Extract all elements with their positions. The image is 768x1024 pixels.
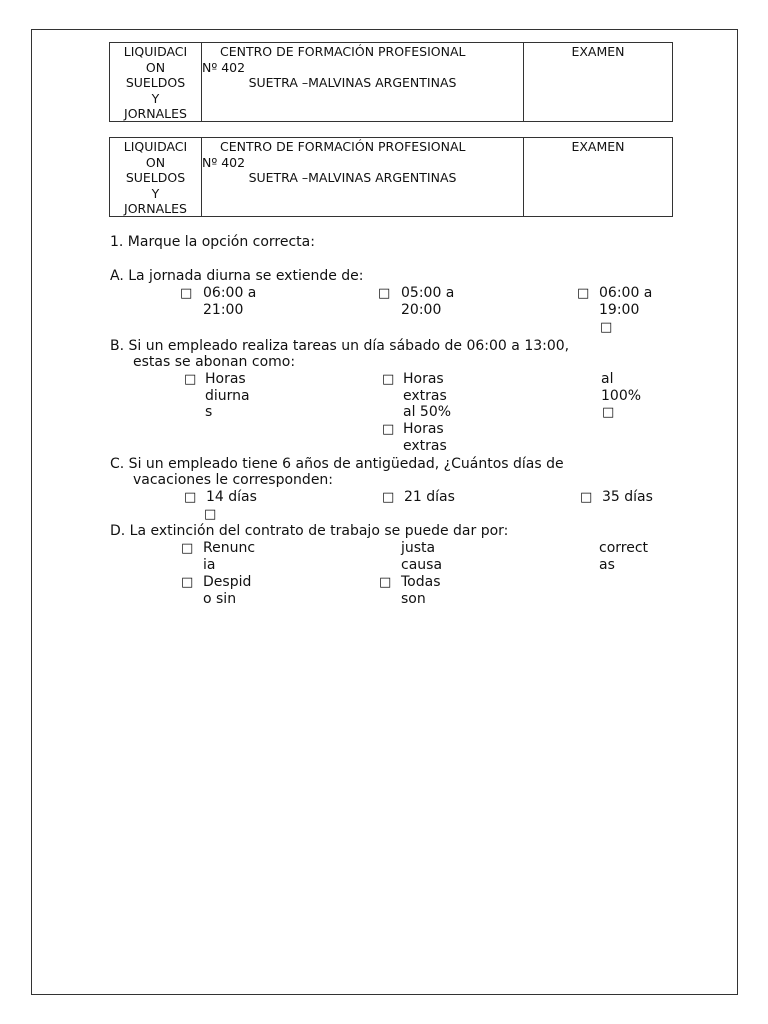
option-b1-line: s: [205, 404, 213, 420]
checkbox[interactable]: □: [181, 575, 194, 590]
header-subject-line: LIQUIDACI: [123, 139, 188, 154]
question-b-text-cont: estas se abonan como:: [133, 354, 296, 370]
header-subject-line: SUELDOS: [125, 170, 186, 185]
checkbox[interactable]: □: [378, 286, 391, 301]
option-a1: [203, 285, 256, 318]
option-d2-line: causa: [401, 556, 443, 573]
option-b2-line: al 50%: [403, 404, 452, 420]
checkbox[interactable]: □: [382, 372, 395, 387]
institution-number: Nº 402: [202, 154, 246, 170]
header-subject-line: SUELDOS: [125, 75, 186, 90]
checkbox[interactable]: □: [180, 286, 193, 301]
header-subject-line: ON: [145, 59, 166, 75]
checkbox[interactable]: □: [184, 490, 197, 505]
header-subject-cell: [110, 43, 202, 121]
exam-label: EXAMEN: [571, 44, 625, 59]
option-b4: [403, 421, 447, 454]
option-c1: 14 días: [206, 489, 257, 505]
institution-number: Nº 402: [202, 59, 246, 75]
checkbox[interactable]: □: [379, 575, 392, 590]
option-a3-line: 19:00: [599, 301, 640, 318]
institution-location: SUETRA –MALVINAS ARGENTINAS: [248, 75, 457, 90]
option-c2: 21 días: [404, 489, 455, 505]
option-d5-line: son: [401, 590, 426, 607]
option-d1: [203, 540, 255, 573]
option-b3: [601, 371, 641, 404]
checkbox[interactable]: □: [600, 320, 613, 335]
option-b2: [403, 371, 451, 421]
checkbox[interactable]: □: [204, 507, 217, 522]
option-b4-line: Horas: [403, 421, 444, 437]
option-d4: [203, 574, 251, 607]
option-b2-line: extras: [403, 387, 447, 404]
option-b3-line: al: [601, 371, 614, 387]
checkbox[interactable]: □: [577, 286, 590, 301]
option-b1-line: Horas: [205, 371, 246, 387]
checkbox[interactable]: □: [181, 541, 194, 556]
option-a3-line: 06:00 a: [599, 285, 653, 301]
option-a2: [401, 285, 454, 318]
option-b1: [205, 371, 250, 421]
header-exam-cell: [524, 43, 672, 121]
institution-name: CENTRO DE FORMACIÓN PROFESIONAL: [220, 44, 466, 59]
option-d2: [401, 540, 442, 573]
question-d-text: D. La extinción del contrato de trabajo se puede dar por:: [110, 523, 509, 539]
checkbox[interactable]: □: [602, 405, 615, 420]
option-a2-line: 20:00: [401, 301, 442, 318]
header-subject-line: Y: [151, 90, 160, 106]
option-d3-line: as: [599, 556, 615, 573]
option-c3: 35 días: [602, 489, 653, 505]
header-table: [109, 42, 673, 122]
option-d5: [401, 574, 441, 607]
option-d4-line: Despid: [203, 574, 252, 590]
header-subject-cell: [110, 138, 202, 216]
header-institution-cell: [202, 43, 524, 121]
question-b-text: B. Si un empleado realiza tareas un día sábado de 06:00 a 13:00,: [110, 338, 570, 354]
option-a1-line: 21:00: [203, 301, 244, 318]
checkbox[interactable]: □: [184, 372, 197, 387]
instruction-text: 1. Marque la opción correcta:: [110, 234, 315, 250]
option-b2-line: Horas: [403, 371, 444, 387]
institution-name: CENTRO DE FORMACIÓN PROFESIONAL: [220, 139, 466, 154]
header-exam-cell: [524, 138, 672, 216]
question-a-text: A. La jornada diurna se extiende de:: [110, 268, 364, 284]
institution-location: SUETRA –MALVINAS ARGENTINAS: [248, 170, 457, 185]
question-c-text: C. Si un empleado tiene 6 años de antigüedad, ¿Cuántos días de: [110, 456, 564, 472]
header-subject-line: Y: [151, 185, 160, 201]
option-d5-line: Todas: [401, 574, 441, 590]
option-a3: [599, 285, 652, 318]
option-b1-line: diurna: [205, 387, 250, 404]
header-subject-line: ON: [145, 154, 166, 170]
option-a1-line: 06:00 a: [203, 285, 257, 301]
option-d3-line: correct: [599, 540, 649, 556]
checkbox[interactable]: □: [382, 490, 395, 505]
exam-label: EXAMEN: [571, 139, 625, 154]
option-d3: [599, 540, 648, 573]
option-d2-line: justa: [401, 540, 436, 556]
header-subject-line: JORNALES: [124, 106, 187, 121]
checkbox[interactable]: □: [382, 422, 395, 437]
header-subject-line: JORNALES: [124, 201, 187, 216]
header-institution-cell: [202, 138, 524, 216]
option-d1-line: ia: [203, 556, 216, 573]
option-a2-line: 05:00 a: [401, 285, 455, 301]
header-subject-line: LIQUIDACI: [123, 44, 188, 59]
option-d1-line: Renunc: [203, 540, 256, 556]
option-d4-line: o sin: [203, 590, 237, 607]
header-table: [109, 137, 673, 217]
checkbox[interactable]: □: [580, 490, 593, 505]
option-b3-line: 100%: [601, 387, 642, 404]
question-c-text-cont: vacaciones le corresponden:: [133, 472, 334, 488]
option-b4-line: extras: [403, 437, 447, 454]
